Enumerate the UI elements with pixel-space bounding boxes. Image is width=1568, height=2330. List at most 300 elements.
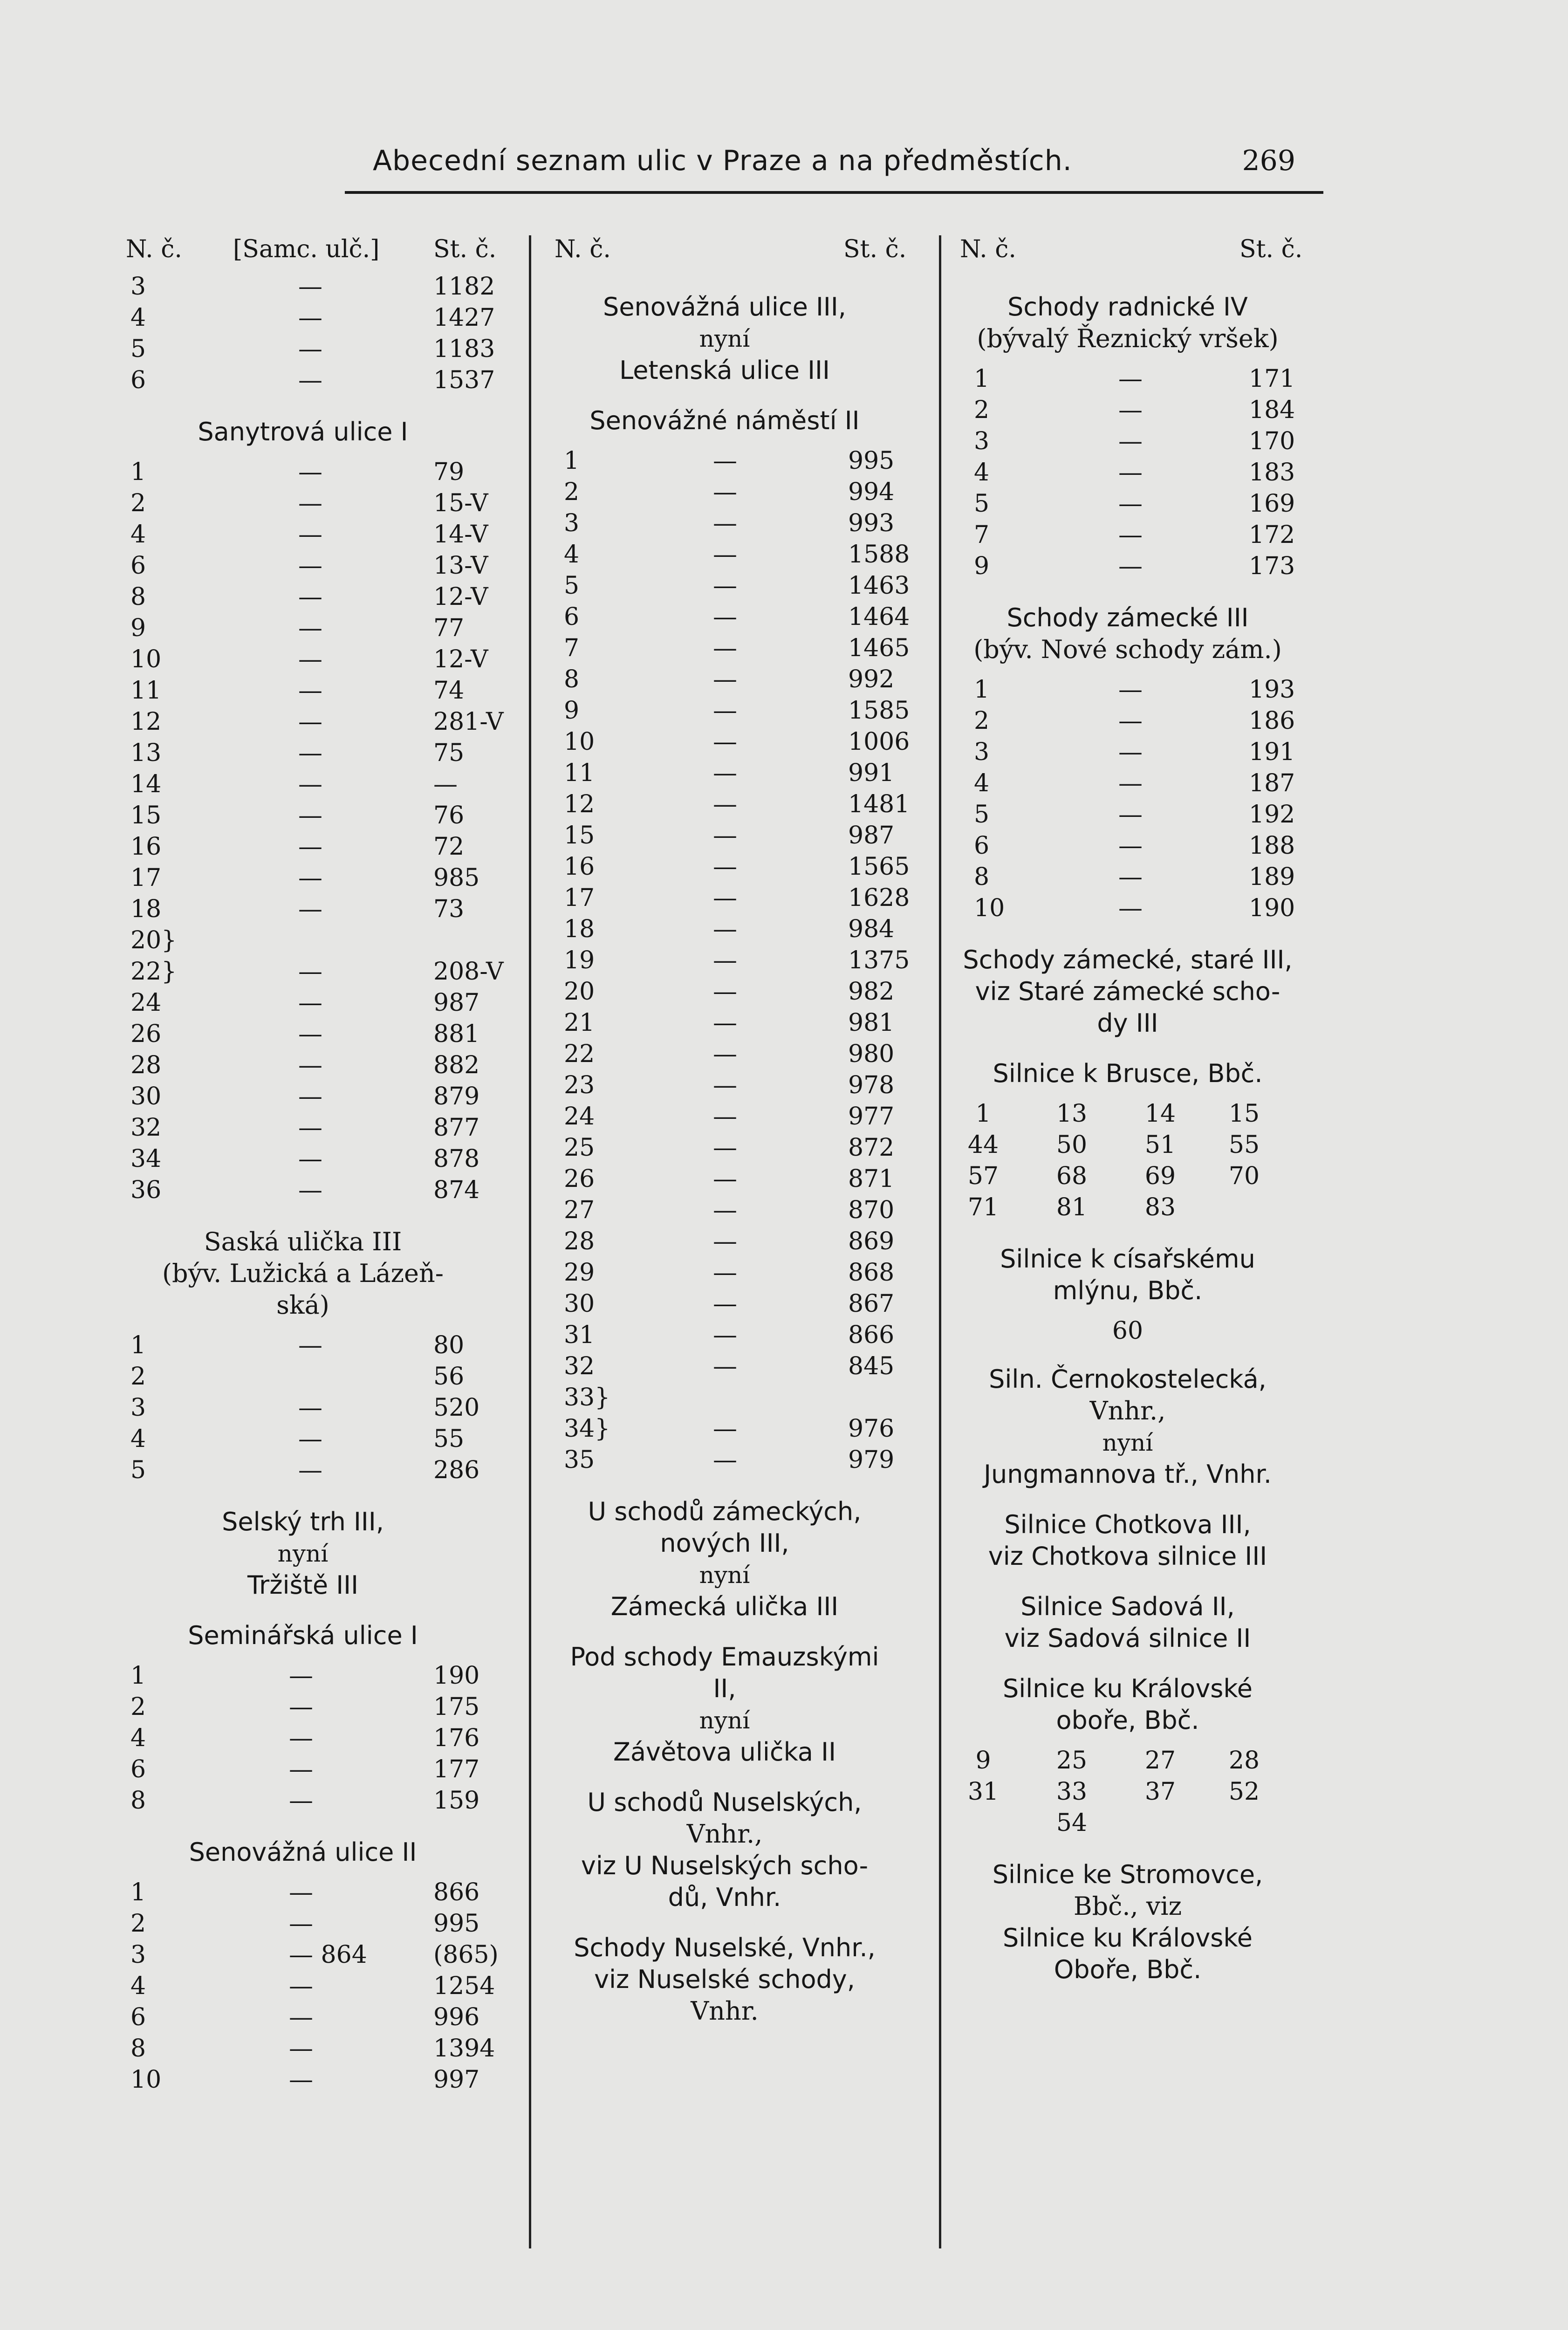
entry-dash: — — [713, 1446, 737, 1474]
land-number: 31 — [967, 1778, 999, 1806]
entry-row — [951, 863, 1305, 894]
entry-dash: — — [298, 1176, 322, 1204]
entry-dash: — — [1118, 521, 1143, 549]
column-1 — [112, 235, 504, 2097]
entry-row — [112, 583, 494, 614]
entry-list — [951, 676, 1305, 925]
entry-row — [112, 1394, 494, 1425]
street-entry — [951, 291, 1305, 583]
land-number: 995 — [848, 447, 895, 475]
house-number: 3 — [130, 273, 146, 301]
land-number: 73 — [433, 895, 465, 923]
entry-row — [527, 572, 923, 603]
land-number: 980 — [848, 1040, 895, 1068]
entry-dash: — — [1118, 676, 1143, 704]
entry-row — [112, 489, 494, 521]
entry-dash: — — [289, 1878, 313, 1906]
entry-row — [951, 459, 1305, 490]
house-number: 32 — [564, 1352, 595, 1380]
street-entry — [951, 1673, 1305, 1840]
entry-dash: — — [298, 273, 322, 301]
entry-dash: — — [289, 1693, 313, 1721]
house-number: 3 — [130, 1941, 146, 1969]
entry-row — [527, 509, 923, 541]
entry-row — [112, 989, 494, 1020]
street-heading-note: nyní — [277, 1540, 329, 1567]
house-number: 6 — [130, 552, 146, 580]
entry-row — [527, 1071, 923, 1103]
entry-row — [112, 458, 494, 489]
street-entry — [951, 1058, 1305, 1225]
street-heading-line: Vnhr. — [691, 1996, 759, 2026]
land-number: 50 — [1056, 1131, 1088, 1159]
entry-row — [112, 1145, 494, 1176]
entry-row — [527, 478, 923, 509]
entry-dash: — — [713, 1352, 737, 1380]
street-heading — [951, 1364, 1305, 1490]
street-heading-line: Silnice Chotkova III, — [1004, 1510, 1251, 1539]
street-entry — [951, 1509, 1305, 1572]
street-heading-line: Siln. Černokostelecká, — [989, 1364, 1267, 1394]
house-number: 7 — [564, 634, 580, 662]
land-number: 866 — [433, 1878, 480, 1906]
house-number-header: N. č. — [555, 235, 611, 263]
street-heading-line: Schody zámecké III — [1007, 603, 1249, 632]
land-number: 978 — [848, 1071, 895, 1099]
entry-row — [112, 1331, 494, 1363]
entry-row — [951, 738, 1305, 769]
land-number-header: St. č. — [843, 235, 907, 263]
land-number: 1628 — [848, 884, 910, 912]
street-heading-line: II, — [713, 1674, 736, 1703]
entry-dash: — — [298, 645, 322, 673]
entry-row — [112, 1755, 494, 1787]
house-number: 1 — [564, 447, 580, 475]
entry-dash: — — [1118, 832, 1143, 860]
street-heading-line: Vnhr., — [686, 1819, 763, 1849]
entry-dash: — — [713, 665, 737, 693]
entry-row — [951, 396, 1305, 427]
entry-row — [951, 801, 1305, 832]
street-entry — [527, 405, 923, 1477]
land-number: 183 — [1249, 459, 1295, 487]
street-heading: Senovážné náměstí II — [589, 406, 860, 435]
entry-row — [112, 770, 494, 802]
land-number: 1464 — [848, 603, 910, 631]
land-number: 190 — [433, 1662, 480, 1690]
house-number: 8 — [974, 863, 990, 891]
street-heading-line: Silnice ke Stromovce, — [992, 1860, 1263, 1889]
house-number: 30 — [130, 1083, 162, 1110]
entry-row — [112, 1693, 494, 1724]
land-number: 1394 — [433, 2035, 495, 2063]
house-number: 5 — [130, 335, 146, 363]
land-number: 193 — [1249, 676, 1295, 704]
house-number: 26 — [130, 1020, 162, 1048]
house-number: 4 — [130, 1972, 146, 2000]
entry-row — [527, 946, 923, 978]
entry-dash: — — [713, 1227, 737, 1255]
land-number: 996 — [433, 2003, 480, 2031]
house-number: 34} — [564, 1415, 610, 1443]
land-number: 1 — [975, 1100, 991, 1128]
entry-dash: — — [289, 1755, 313, 1783]
street-heading-note: nyní — [1102, 1429, 1153, 1456]
entry-row — [527, 1165, 923, 1196]
entry-row — [112, 1787, 494, 1818]
street-heading-line: dů, Vnhr. — [668, 1883, 781, 1912]
land-number: 520 — [433, 1394, 480, 1422]
land-number: 286 — [433, 1456, 480, 1484]
entry-dash: — — [713, 1290, 737, 1318]
entry-row — [112, 802, 494, 833]
house-number: 24 — [130, 989, 162, 1017]
house-number-header: N. č. — [126, 235, 182, 263]
entry-dash: — — [1118, 459, 1143, 487]
land-number: 191 — [1249, 738, 1295, 766]
entry-row — [527, 1196, 923, 1227]
street-entry — [951, 944, 1305, 1039]
entry-row — [951, 894, 1305, 925]
entry-row — [527, 822, 923, 853]
entry-row — [527, 1103, 923, 1134]
entry-row — [527, 884, 923, 915]
street-heading-line: viz Nuselské schody, — [594, 1965, 855, 1994]
grid-row — [951, 1100, 1305, 1131]
house-number: 10 — [130, 2066, 162, 2094]
house-number: 18 — [130, 895, 162, 923]
entry-list — [112, 1662, 494, 1818]
entry-row — [527, 603, 923, 634]
street-heading-line: U schodů zámeckých, — [588, 1497, 862, 1526]
street-heading-line: U schodů Nuselských, — [587, 1788, 862, 1817]
street-heading — [951, 1591, 1305, 1654]
house-number: 8 — [564, 665, 580, 693]
street-heading-line: Tržiště III — [247, 1570, 359, 1600]
entry-list — [112, 458, 504, 1207]
house-number: 10 — [130, 645, 162, 673]
house-number: 15 — [130, 802, 162, 829]
land-number: 190 — [1249, 894, 1295, 922]
entry-dash: — — [713, 1415, 737, 1443]
land-number: 991 — [848, 759, 895, 787]
entry-dash: — — [298, 552, 322, 580]
land-number: 76 — [433, 802, 465, 829]
entry-dash: — — [298, 521, 322, 548]
entry-row — [527, 1259, 923, 1290]
land-number: 72 — [433, 833, 465, 861]
land-number: 992 — [848, 665, 895, 693]
land-number: 192 — [1249, 801, 1295, 829]
land-number: 44 — [967, 1131, 999, 1159]
street-heading-line: viz Sadová silnice II — [1004, 1624, 1251, 1653]
entry-dash: — — [289, 1787, 313, 1815]
entry-dash: — — [1118, 801, 1143, 829]
entry-dash: — — [289, 2003, 313, 2031]
house-number: 6 — [130, 366, 146, 394]
street-heading — [112, 1506, 494, 1601]
land-number: 882 — [433, 1051, 480, 1079]
entry-dash: — — [298, 614, 322, 642]
street-heading-line: mlýnu, Bbč. — [1053, 1276, 1203, 1305]
land-number: 175 — [433, 1693, 480, 1721]
entry-dash: — — [298, 1394, 322, 1422]
entry-dash: — — [1118, 490, 1143, 518]
land-number: 1588 — [848, 541, 910, 569]
land-number: 56 — [433, 1363, 465, 1391]
land-number: 52 — [1228, 1778, 1260, 1806]
street-heading-line: Selský trh III, — [222, 1507, 384, 1536]
house-number: 21 — [564, 1009, 595, 1037]
street-entry — [112, 1620, 494, 1818]
street-heading: Senovážná ulice II — [189, 1837, 417, 1867]
house-number-header: N. č. — [960, 235, 1016, 263]
land-number: 173 — [1249, 552, 1295, 580]
entry-dash: — — [298, 1020, 322, 1048]
street-heading-line: viz Chotkova silnice III — [988, 1542, 1267, 1571]
street-entry — [951, 1243, 1305, 1345]
land-number-header: St. č. — [433, 235, 497, 263]
entry-dash: — — [713, 478, 737, 506]
column-3 — [951, 235, 1305, 1996]
land-number: 981 — [848, 1009, 895, 1037]
street-heading: Sanytrová ulice I — [198, 417, 408, 446]
house-number: 2 — [130, 1693, 146, 1721]
house-number: 5 — [974, 490, 990, 518]
street-heading-line: Jungmannova tř., Vnhr. — [984, 1460, 1272, 1489]
house-number: 22} — [130, 958, 177, 986]
entry-row — [112, 1051, 494, 1083]
house-number: 1 — [130, 458, 146, 486]
land-number: 177 — [433, 1755, 480, 1783]
entry-dash: — — [713, 915, 737, 943]
entry-row — [112, 1941, 499, 1972]
street-heading-line: Silnice ku Královské — [1003, 1923, 1253, 1953]
house-number: 29 — [564, 1259, 595, 1287]
entry-row — [112, 614, 494, 645]
land-number: 37 — [1144, 1778, 1176, 1806]
land-number: 172 — [1249, 521, 1295, 549]
land-number: 1182 — [433, 273, 495, 301]
entry-row — [112, 521, 494, 552]
house-number: 4 — [974, 459, 990, 487]
entry-row — [527, 697, 923, 728]
land-number: 69 — [1144, 1162, 1176, 1190]
street-heading-line: Pod schody Emauzskými — [570, 1642, 879, 1672]
grid-row — [951, 1193, 1305, 1225]
land-number: 997 — [433, 2066, 480, 2094]
entry-dash: — — [298, 1051, 322, 1079]
land-number: 55 — [1228, 1131, 1260, 1159]
land-number: 187 — [1249, 769, 1295, 797]
land-number: 188 — [1249, 832, 1295, 860]
entry-row — [527, 759, 923, 790]
house-number: 1 — [130, 1331, 146, 1359]
land-number: 25 — [1056, 1747, 1088, 1775]
entry-row — [527, 978, 923, 1009]
entry-dash: — — [713, 572, 737, 600]
entry-dash: — — [1118, 863, 1143, 891]
street-entry — [527, 1932, 923, 2027]
street-heading-line: Závětova ulička II — [613, 1737, 836, 1767]
entry-list — [527, 447, 923, 1477]
entry-row — [112, 1724, 494, 1755]
street-heading-line: viz U Nuselských scho- — [581, 1851, 869, 1880]
land-number: 870 — [848, 1196, 895, 1224]
entry-dash: — — [298, 583, 322, 611]
land-number: 15 — [1228, 1100, 1260, 1128]
land-number: 75 — [433, 739, 465, 767]
street-heading — [951, 1859, 1305, 1986]
street-heading-line: nových III, — [660, 1528, 789, 1558]
land-number: 68 — [1056, 1162, 1088, 1190]
land-number: 15-V — [433, 489, 488, 517]
land-number: 80 — [433, 1331, 465, 1359]
column-divider — [939, 235, 941, 2248]
street-heading-line: Vnhr., — [1089, 1396, 1166, 1425]
entry-dash: — — [713, 790, 737, 818]
entry-row — [951, 676, 1305, 707]
entry-dash: — — [1118, 738, 1143, 766]
land-number: 9 — [975, 1747, 991, 1775]
land-number: 33 — [1056, 1778, 1088, 1806]
house-number: 6 — [130, 1755, 146, 1783]
house-number: 4 — [130, 521, 146, 548]
land-number: 281-V — [433, 708, 504, 736]
house-number: 3 — [564, 509, 580, 537]
house-number: 2 — [974, 396, 990, 424]
street-entry — [951, 602, 1305, 925]
street-heading-line: Schody Nuselské, Vnhr., — [574, 1933, 876, 1962]
land-number: 877 — [433, 1114, 480, 1142]
street-heading-line: Schody radnické IV — [1007, 292, 1248, 322]
entry-list — [112, 1331, 494, 1487]
entry-row — [527, 1446, 923, 1477]
land-number: 995 — [433, 1910, 480, 1938]
house-number: 5 — [564, 572, 580, 600]
entry-dash: — — [298, 304, 322, 332]
entry-dash: — — [298, 1083, 322, 1110]
land-number: 984 — [848, 915, 895, 943]
house-number: 2 — [564, 478, 580, 506]
page-header — [345, 140, 1323, 194]
house-number: 36 — [130, 1176, 162, 1204]
entry-dash: — — [298, 1425, 322, 1453]
entry-row — [527, 728, 923, 759]
land-number: 77 — [433, 614, 465, 642]
land-number: 987 — [848, 822, 895, 850]
entry-row — [527, 1134, 923, 1165]
entry-row — [527, 790, 923, 822]
entry-dash: — — [289, 1662, 313, 1690]
house-number: 32 — [130, 1114, 162, 1142]
entry-row — [527, 447, 923, 478]
house-number: 4 — [974, 769, 990, 797]
land-number: 176 — [433, 1724, 480, 1752]
entry-row — [527, 541, 923, 572]
house-number: 7 — [974, 521, 990, 549]
entry-dash: — — [298, 1331, 322, 1359]
house-number: 8 — [130, 1787, 146, 1815]
entry-row — [527, 1321, 923, 1352]
house-number: 35 — [564, 1446, 595, 1474]
entry-dash: — — [298, 335, 322, 363]
entry-row — [112, 2066, 494, 2097]
column-header — [527, 235, 923, 273]
entry-dash: — — [713, 1009, 737, 1037]
land-number: 982 — [848, 978, 895, 1006]
house-number: 11 — [564, 759, 595, 787]
street-heading — [527, 1787, 923, 1913]
entry-dash: — — [713, 978, 737, 1006]
house-number: 4 — [130, 304, 146, 332]
house-number: 16 — [564, 853, 595, 881]
land-number: 57 — [967, 1162, 999, 1190]
land-number-header: St. č. — [1239, 235, 1303, 263]
street-entry — [951, 1591, 1305, 1654]
house-number: 30 — [564, 1290, 595, 1318]
entry-row — [951, 521, 1305, 552]
house-number: 4 — [130, 1425, 146, 1453]
house-number: 1 — [130, 1878, 146, 1906]
house-number: 2 — [130, 489, 146, 517]
street-heading — [951, 944, 1305, 1039]
street-heading-note: nyní — [699, 1707, 750, 1734]
entry-dash: — — [1118, 365, 1143, 393]
house-number: 1 — [974, 676, 990, 704]
house-number: 1 — [974, 365, 990, 393]
house-number: 12 — [564, 790, 595, 818]
entry-row — [112, 304, 494, 335]
street-heading — [527, 291, 923, 386]
land-number: 83 — [1144, 1193, 1176, 1221]
entry-row — [112, 1972, 494, 2003]
house-number: 3 — [130, 1394, 146, 1422]
entry-row — [112, 335, 494, 366]
entry-row — [112, 1114, 494, 1145]
entry-row — [112, 273, 494, 304]
house-number: 4 — [564, 541, 580, 569]
street-heading-line: Silnice ku Královské — [1003, 1674, 1253, 1703]
street-heading — [112, 1226, 494, 1321]
page-number: 269 — [1242, 144, 1295, 177]
street-heading — [951, 602, 1305, 665]
land-number: 869 — [848, 1227, 895, 1255]
land-number: 186 — [1249, 707, 1295, 735]
land-number: 12-V — [433, 645, 488, 673]
entry-dash: — — [713, 853, 737, 881]
entry-row — [112, 833, 494, 864]
land-number: 170 — [1249, 427, 1295, 455]
land-number: 27 — [1144, 1747, 1176, 1775]
street-heading-line: Bbč., viz — [1073, 1891, 1182, 1921]
entry-row — [951, 769, 1305, 801]
entry-dash: — — [713, 1165, 737, 1193]
entry-row — [112, 2035, 494, 2066]
land-number: 1254 — [433, 1972, 495, 2000]
land-number: 845 — [848, 1352, 895, 1380]
house-number: 24 — [564, 1103, 595, 1131]
land-number: 1183 — [433, 335, 495, 363]
house-number: 27 — [564, 1196, 595, 1224]
column-2 — [527, 235, 923, 2037]
entry-dash: — — [713, 447, 737, 475]
entry-dash: — — [713, 1134, 737, 1162]
entry-dash: — — [713, 1259, 737, 1287]
house-number: 26 — [564, 1165, 595, 1193]
land-number: 51 — [1144, 1131, 1176, 1159]
entry-row — [112, 645, 494, 677]
